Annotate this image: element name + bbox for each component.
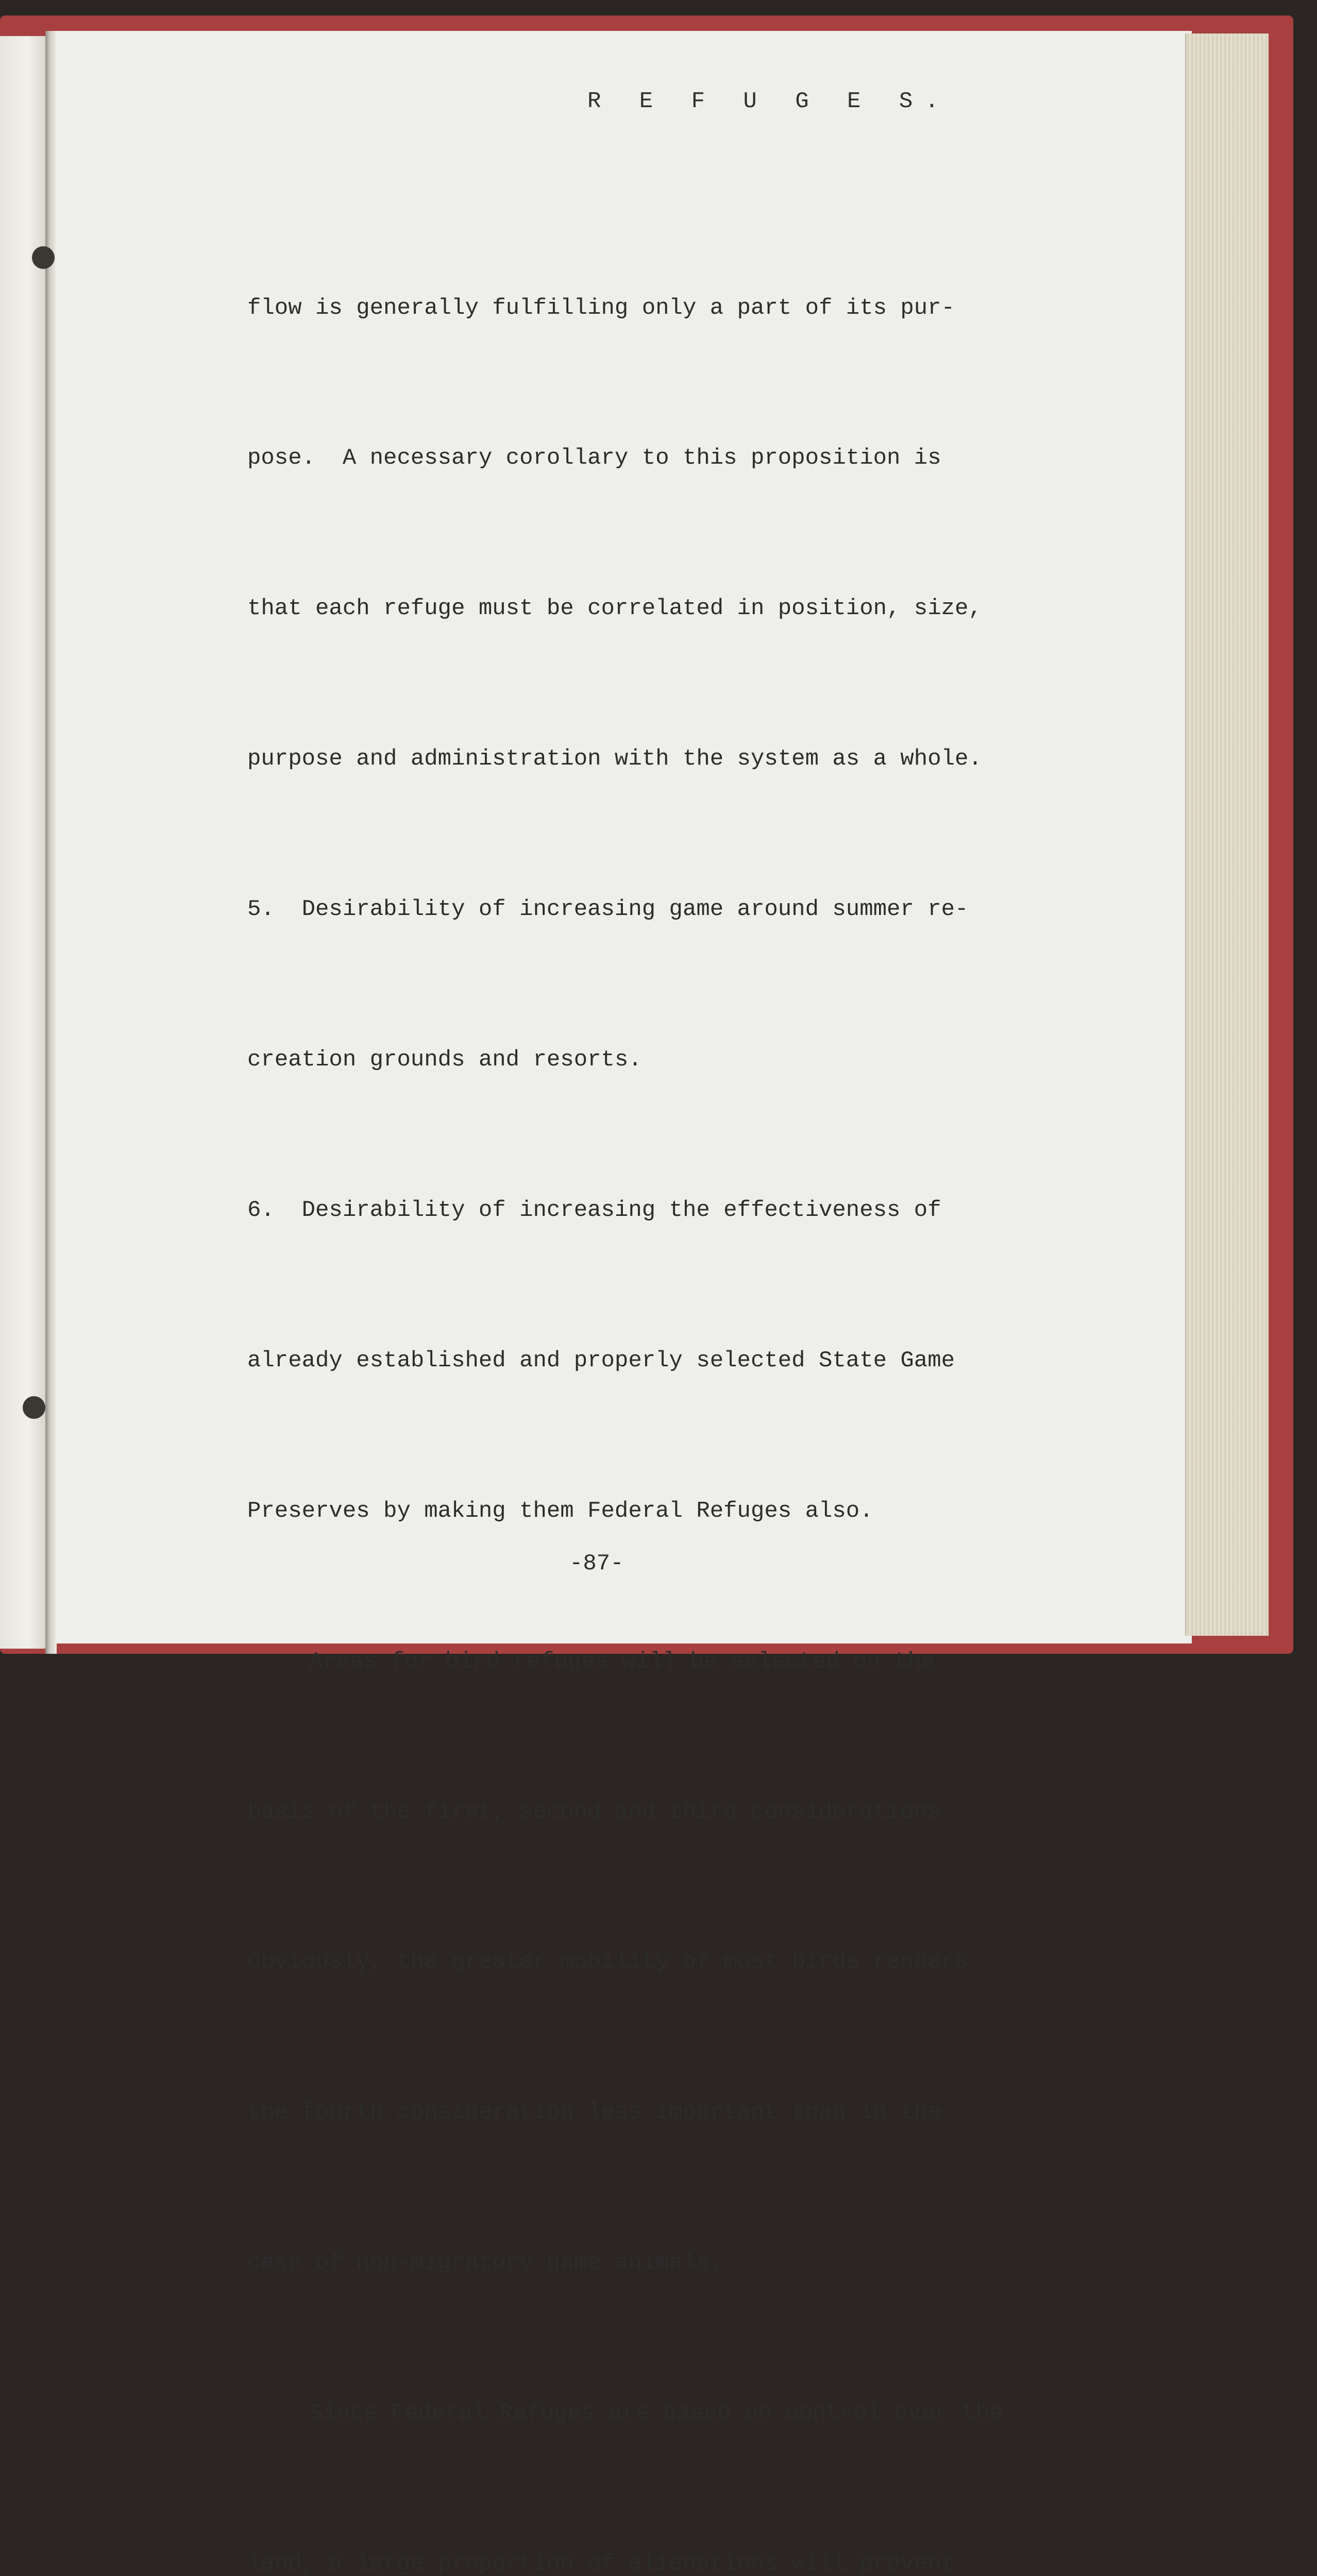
binding-hole-bottom [23,1396,45,1419]
text-line: already established and properly selected State Game [247,1347,955,1374]
text-line: basis of the first, second and third considerations. [247,1799,955,1825]
text-line: case of non-migratory game animals. [247,2250,724,2276]
page-header: R E F U G E S. [587,89,951,114]
text-line: Obviously, the greater mobility of most birds renders [247,1949,969,1975]
text-line: creation grounds and resorts. [247,1047,642,1073]
binding-hole-top [32,246,55,269]
text-line: flow is generally fulfilling only a part of its pur- [247,295,955,321]
text-line: 6. Desirability of increasing the effectiveness of [247,1197,941,1223]
body-text [247,183,1134,2576]
page-edges [1185,33,1269,1636]
text-line: Areas for bird refuges will be selected on the [309,1648,935,1674]
text-line: 5. Desirability of increasing game around summer re- [247,896,969,923]
text-line: pose. A necessary corollary to this proposition is [247,445,941,471]
text-line: the fourth consideration less important than in the [247,2099,941,2126]
text-line: land, a large proportion of alienations will prevent [247,2550,955,2576]
text-line: Preserves by making them Federal Refuges also. [247,1498,873,1524]
text-line: purpose and administration with the system as a whole. [247,746,982,772]
book-gutter [45,31,57,1654]
text-line: that each refuge must be correlated in position, size, [247,596,982,622]
page-number: -87- [569,1551,624,1577]
text-line: Since Federal Refuges are based on control over the [309,2400,1003,2427]
